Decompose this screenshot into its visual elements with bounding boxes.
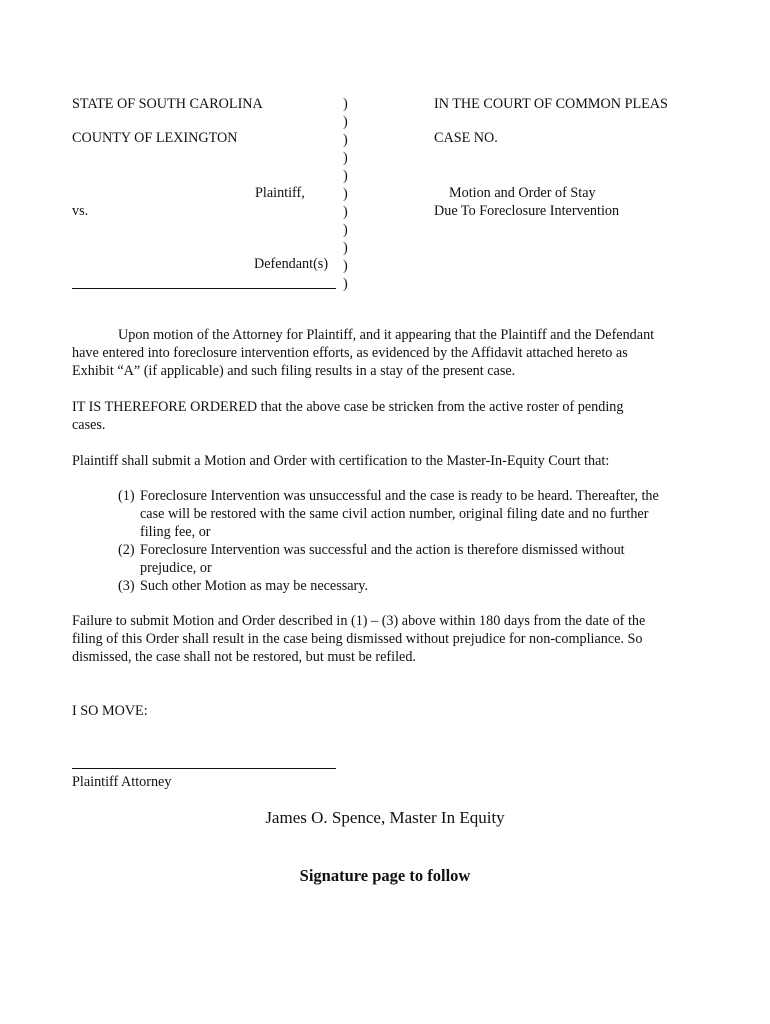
list-line: Foreclosure Intervention was successful and the action is therefore dismissed without — [140, 542, 625, 558]
paren: ) — [343, 276, 348, 292]
list-line: prejudice, or — [140, 560, 212, 576]
list-number: (3) — [118, 578, 135, 594]
versus-label: vs. — [72, 203, 89, 219]
paragraph-line: have entered into foreclosure intervention efforts, as evidenced by the Affidavit attached hereto as — [72, 345, 628, 361]
paren: ) — [343, 222, 348, 238]
caption-paren-column — [343, 95, 357, 293]
signature-page-note: Signature page to follow — [299, 866, 471, 885]
list-line: filing fee, or — [140, 524, 211, 540]
paren: ) — [343, 258, 348, 274]
paren: ) — [343, 240, 348, 256]
paren: ) — [343, 186, 348, 202]
plaintiff-label: Plaintiff, — [255, 185, 305, 201]
paragraph-line: Plaintiff shall submit a Motion and Order with certification to the Master-In-Equity Court that: — [72, 453, 610, 469]
list-number: (2) — [118, 542, 135, 558]
paren: ) — [343, 114, 348, 130]
list-line: case will be restored with the same civil action number, original filing date and no further — [140, 506, 649, 522]
list-line: Such other Motion as may be necessary. — [140, 578, 368, 594]
paragraph-line: cases. — [72, 417, 106, 433]
list-item — [118, 541, 708, 577]
state-name: STATE OF SOUTH CAROLINA — [72, 96, 263, 112]
document-title-line-2: Due To Foreclosure Intervention — [434, 203, 620, 219]
master-in-equity-name: James O. Spence, Master In Equity — [265, 808, 505, 827]
case-number-label: CASE NO. — [434, 130, 498, 146]
paragraph-line: dismissed, the case shall not be restored, but must be refiled. — [72, 649, 416, 665]
list-line: Foreclosure Intervention was unsuccessful and the case is ready to be heard. Thereafter, the — [140, 488, 659, 504]
attorney-signature-rule — [72, 768, 336, 769]
list-item — [118, 577, 708, 595]
conditions-list — [118, 487, 708, 595]
paragraph-line: Failure to submit Motion and Order described in (1) – (3) above within 180 days from the date of the — [72, 613, 646, 629]
defendant-label: Defendant(s) — [254, 256, 329, 272]
submission-paragraph — [72, 452, 697, 470]
paragraph-line: filing of this Order shall result in the case being dismissed without prejudice for non-compliance. So — [72, 631, 643, 647]
failure-paragraph — [72, 612, 697, 666]
court-name: IN THE COURT OF COMMON PLEAS — [434, 96, 668, 112]
county-name: COUNTY OF LEXINGTON — [72, 130, 238, 146]
so-move-label: I SO MOVE: — [72, 703, 148, 719]
paragraph-line: Exhibit “A” (if applicable) and such filing results in a stay of the present case. — [72, 363, 516, 379]
paragraph-line: Upon motion of the Attorney for Plaintiff, and it appearing that the Plaintiff and the Defendant — [118, 327, 655, 343]
motion-paragraph — [72, 326, 697, 380]
paren: ) — [343, 132, 348, 148]
paren: ) — [343, 150, 348, 166]
defendant-signature-rule — [72, 288, 336, 289]
list-number: (1) — [118, 488, 135, 504]
order-paragraph — [72, 398, 697, 434]
paragraph-line: IT IS THEREFORE ORDERED that the above case be stricken from the active roster of pending — [72, 399, 624, 415]
document-title-line-1: Motion and Order of Stay — [449, 185, 596, 201]
attorney-label: Plaintiff Attorney — [72, 774, 172, 790]
paren: ) — [343, 168, 348, 184]
paren: ) — [343, 96, 348, 112]
paren: ) — [343, 204, 348, 220]
list-item — [118, 487, 708, 541]
